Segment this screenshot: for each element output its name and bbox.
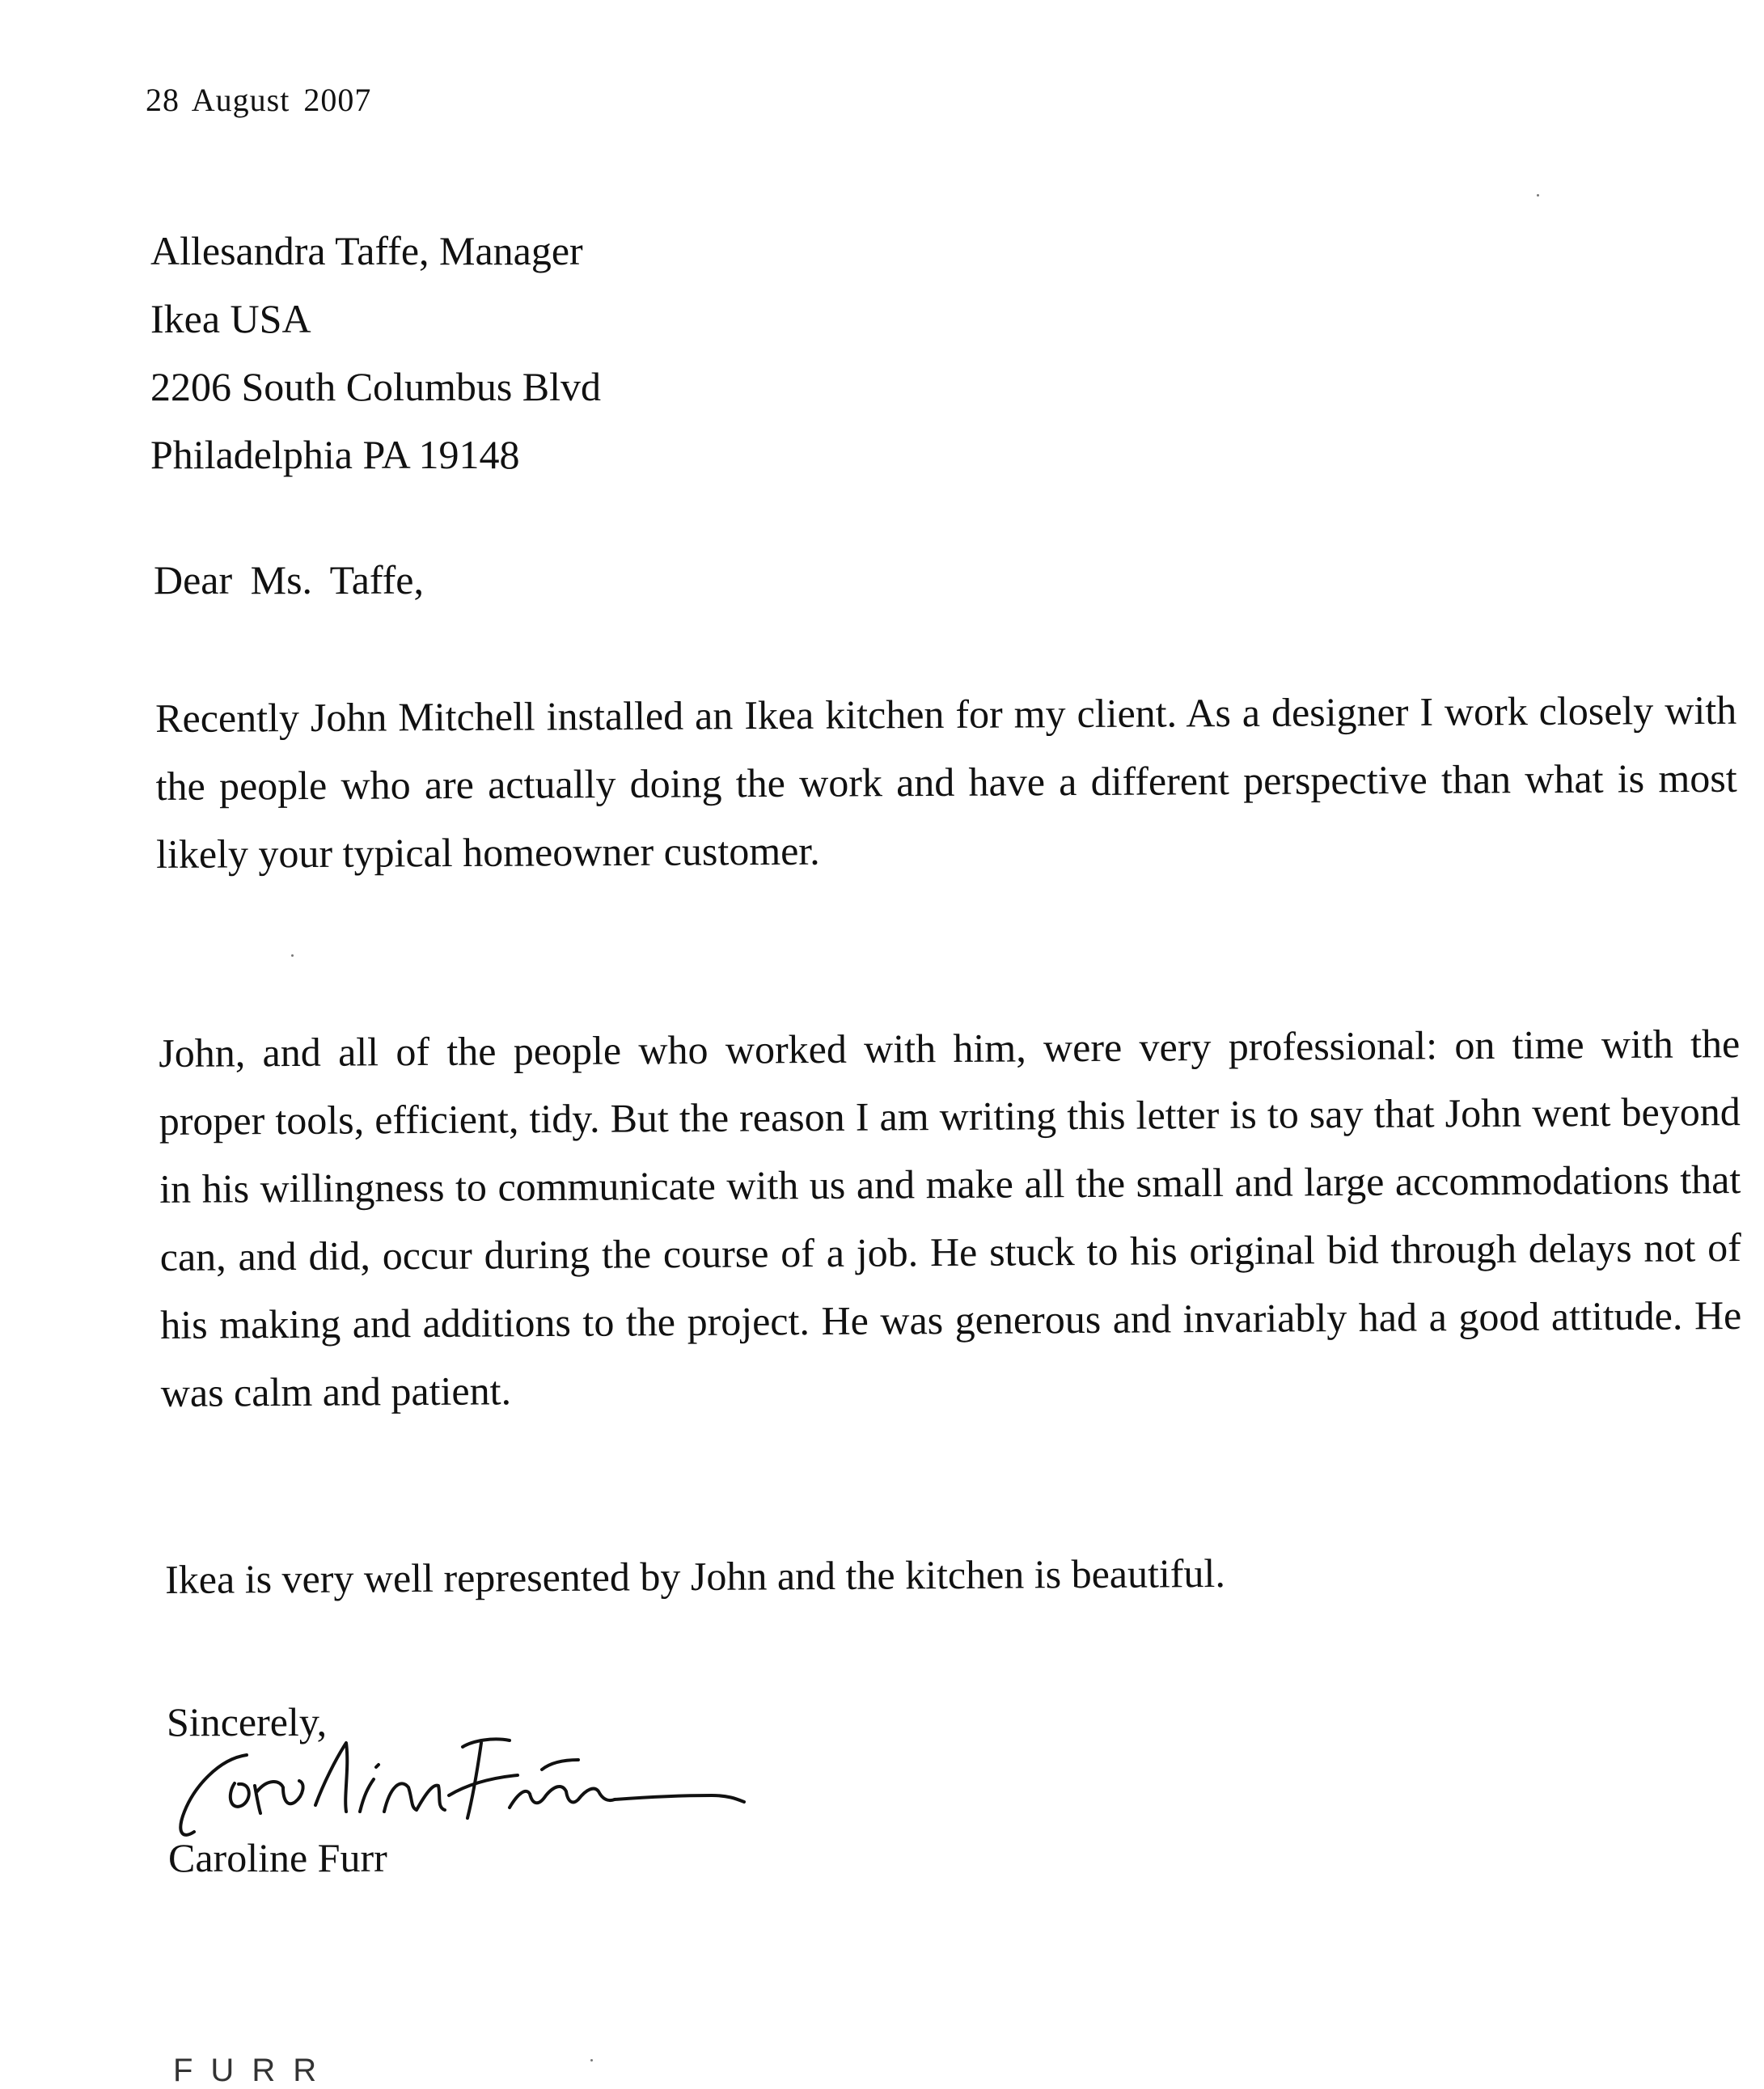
handwritten-signature [162, 1698, 857, 1852]
recipient-name-line: Allesandra Taffe, Manager [150, 228, 583, 273]
recipient-street-line: 2206 South Columbus Blvd [150, 364, 602, 409]
scan-speck [291, 954, 294, 957]
body-paragraph-2: John, and all of the people who worked with him, were very professional: on time with the proper tools, efficient, tidy. But the reason I am writing this letter is to say that John went beyond in his willingness to communicate with us and make all the small and large accommodations that can, and did, occur during the course of a job. He stuck to his original bid through delays not of his making and additions to the project. He was generous and invariably had a good attitude. He was calm and patient. [159, 1021, 1742, 1415]
scan-speck [590, 2059, 593, 2062]
recipient-city-line: Philadelphia PA 19148 [150, 432, 520, 477]
recipient-company-line: Ikea USA [150, 296, 311, 341]
body-paragraph-3: Ikea is very well represented by John and the kitchen is beautiful. [165, 1550, 1226, 1602]
recipient-address [150, 217, 601, 488]
signer-name: Caroline Furr [168, 1835, 387, 1880]
scan-speck [1537, 194, 1539, 197]
salutation: Dear Ms. Taffe, [154, 557, 424, 603]
letter-date: 28 August 2007 [146, 82, 372, 118]
body-paragraph-1: Recently John Mitchell installed an Ikea kitchen for my client. As a designer I work closely with the people who are actually doing the work and have a different perspective than what is most likely your typical homeowner customer. [155, 687, 1737, 877]
footer-mark: FURR [173, 2053, 335, 2088]
closing: Sincerely, [167, 1699, 328, 1744]
